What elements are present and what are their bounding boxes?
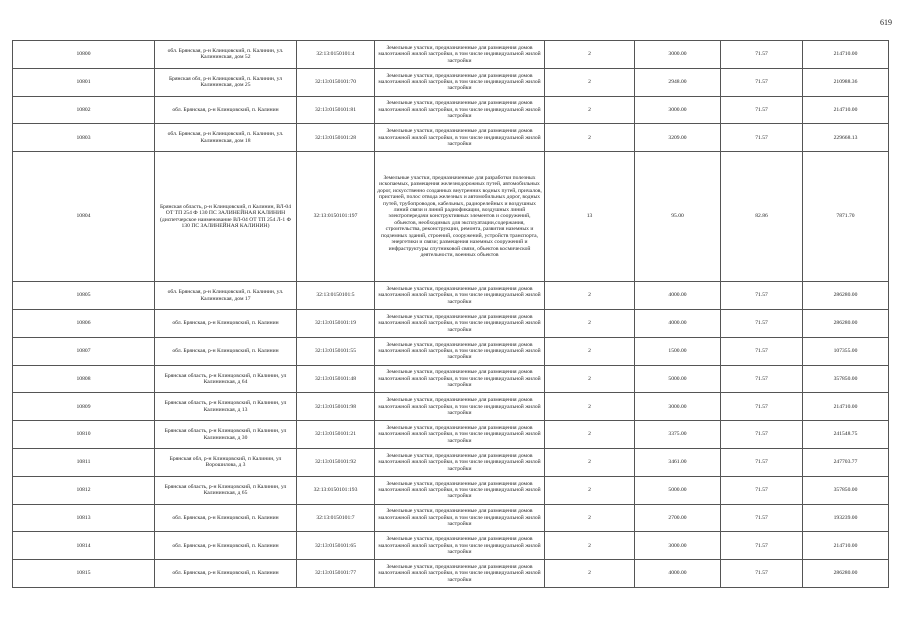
cadastral-number-cell: 32:13:0150101:5 <box>297 282 375 310</box>
area-cell: 3000.00 <box>635 393 721 421</box>
group-cell: 2 <box>545 282 635 310</box>
rate-cell: 71.57 <box>721 282 803 310</box>
record-number: 10805 <box>13 282 155 310</box>
cadastral-number-cell: 32:13:0150101:19 <box>297 309 375 337</box>
cadastral-number-cell: 32:13:0150101:65 <box>297 532 375 560</box>
address-cell: обл. Брянская, р-н Клинцовский, п. Калинин, ул. Калининская, дом 52 <box>155 41 297 69</box>
cadastral-value-cell: 210988.36 <box>803 68 889 96</box>
cadastral-value-cell: 214710.00 <box>803 96 889 124</box>
area-cell: 1500.00 <box>635 337 721 365</box>
land-use-cell: Земельные участки, предназначенные для размещения домов малоэтажной жилой застройки, в том числе индивидуальной жилой застройки <box>375 124 545 152</box>
address-cell: Брянская обл, р-н Клинцовский, п Калинин, ул Ворошилова, д 3 <box>155 448 297 476</box>
area-cell: 2948.00 <box>635 68 721 96</box>
table-row <box>13 96 889 124</box>
group-cell: 2 <box>545 68 635 96</box>
group-cell: 13 <box>545 152 635 282</box>
cadastral-value-cell: 107355.00 <box>803 337 889 365</box>
address-cell: обл. Брянская, р-н Клинцовский, п. Калинин <box>155 337 297 365</box>
land-use-cell: Земельные участки, предназначенные для размещения домов малоэтажной жилой застройки, в том числе индивидуальной жилой застройки <box>375 41 545 69</box>
cadastral-number-cell: 32:13:0150101:197 <box>297 152 375 282</box>
group-cell: 2 <box>545 337 635 365</box>
rate-cell: 71.57 <box>721 560 803 588</box>
land-use-cell: Земельные участки, предназначенные для размещения домов малоэтажной жилой застройки, в том числе индивидуальной жилой застройки <box>375 309 545 337</box>
address-cell: Брянская область, р-н Клинцовский, п Калинин, ул Калининская, д 64 <box>155 365 297 393</box>
cadastral-number-cell: 32:13:0150101:55 <box>297 337 375 365</box>
land-use-cell: Земельные участки, предназначенные для разработки полезных ископаемых, размещения железнодорожных путей, автомобильных дорог, искусственно созданных внутренних водных путей, причалов, пристаней, полос отвода железных и автомобильных дорог, водных путей, трубопроводов, кабельных, радиорелейных и воздушных линий связи и линий радиофикации, воздушных линий электропередачи конструктивных элементов и сооружений, объектов, необходимых для эксплуатации,содержания, строительства, реконструкции, ремонта, развития наземных и подземных зданий, строений, сооружений, устройств транспорта, энергетики и связи; размещения наземных сооружений и инфраструктуры спутниковой связи, объектов космической деятельности, военных объектов <box>375 152 545 282</box>
address-cell: Брянская обл, р-н Клинцовский, п. Калинин, ул Калининская, дом 25 <box>155 68 297 96</box>
record-number: 10813 <box>13 504 155 532</box>
record-number: 10801 <box>13 68 155 96</box>
cadastral-number-cell: 32:13:0150101:28 <box>297 124 375 152</box>
record-number: 10810 <box>13 421 155 449</box>
rate-cell: 71.57 <box>721 504 803 532</box>
cadastral-number-cell: 32:13:0150101:7 <box>297 504 375 532</box>
land-registry-table <box>12 40 889 588</box>
land-use-cell: Земельные участки, предназначенные для размещения домов малоэтажной жилой застройки, в том числе индивидуальной жилой застройки <box>375 282 545 310</box>
address-cell: Брянская область, р-н Клинцовский, п Калинин, ул Калининская, д 30 <box>155 421 297 449</box>
land-use-cell: Земельные участки, предназначенные для размещения домов малоэтажной жилой застройки, в том числе индивидуальной жилой застройки <box>375 337 545 365</box>
table-row <box>13 448 889 476</box>
area-cell: 3000.00 <box>635 532 721 560</box>
record-number: 10815 <box>13 560 155 588</box>
land-use-cell: Земельные участки, предназначенные для размещения домов малоэтажной жилой застройки, в том числе индивидуальной жилой застройки <box>375 365 545 393</box>
table-row <box>13 337 889 365</box>
area-cell: 3000.00 <box>635 96 721 124</box>
rate-cell: 71.57 <box>721 476 803 504</box>
address-cell: Брянская область, р-н Клинцовский, п Калинин, ВЛ-04 ОТ ТП 254 Ф 130 ПС ЗАЛИНЕЙНАЯ КАЛИНИН (диспетчерское наименование ВЛ-04 ОТ ТП 254 Л-1 Ф 130 ПС ЗАЛИНЕЙНАЯ КАЛИНИН) <box>155 152 297 282</box>
area-cell: 5000.00 <box>635 476 721 504</box>
area-cell: 2700.00 <box>635 504 721 532</box>
cadastral-value-cell: 7871.70 <box>803 152 889 282</box>
table-row <box>13 476 889 504</box>
record-number: 10807 <box>13 337 155 365</box>
land-use-cell: Земельные участки, предназначенные для размещения домов малоэтажной жилой застройки, в том числе индивидуальной жилой застройки <box>375 532 545 560</box>
group-cell: 2 <box>545 124 635 152</box>
area-cell: 3000.00 <box>635 41 721 69</box>
table-row <box>13 68 889 96</box>
cadastral-value-cell: 357850.00 <box>803 365 889 393</box>
group-cell: 2 <box>545 448 635 476</box>
area-cell: 3461.00 <box>635 448 721 476</box>
record-number: 10808 <box>13 365 155 393</box>
record-number: 10814 <box>13 532 155 560</box>
group-cell: 2 <box>545 309 635 337</box>
land-use-cell: Земельные участки, предназначенные для размещения домов малоэтажной жилой застройки, в том числе индивидуальной жилой застройки <box>375 560 545 588</box>
group-cell: 2 <box>545 476 635 504</box>
page-number: 619 <box>880 18 892 27</box>
land-use-cell: Земельные участки, предназначенные для размещения домов малоэтажной жилой застройки, в том числе индивидуальной жилой застройки <box>375 96 545 124</box>
group-cell: 2 <box>545 393 635 421</box>
area-cell: 3375.00 <box>635 421 721 449</box>
rate-cell: 71.57 <box>721 41 803 69</box>
area-cell: 4000.00 <box>635 309 721 337</box>
cadastral-value-cell: 357850.00 <box>803 476 889 504</box>
address-cell: обл. Брянская, р-н Клинцовский, п. Калинин <box>155 560 297 588</box>
cadastral-value-cell: 214710.00 <box>803 532 889 560</box>
rate-cell: 71.57 <box>721 532 803 560</box>
cadastral-value-cell: 214710.00 <box>803 393 889 421</box>
table-body <box>13 41 889 588</box>
area-cell: 3209.00 <box>635 124 721 152</box>
cadastral-value-cell: 286280.00 <box>803 282 889 310</box>
table-row <box>13 365 889 393</box>
group-cell: 2 <box>545 421 635 449</box>
land-use-cell: Земельные участки, предназначенные для размещения домов малоэтажной жилой застройки, в том числе индивидуальной жилой застройки <box>375 504 545 532</box>
address-cell: обл. Брянская, р-н Клинцовский, п. Калинин, ул. Калининская, дом 17 <box>155 282 297 310</box>
table-row <box>13 309 889 337</box>
group-cell: 2 <box>545 41 635 69</box>
group-cell: 2 <box>545 560 635 588</box>
group-cell: 2 <box>545 365 635 393</box>
cadastral-value-cell: 241548.75 <box>803 421 889 449</box>
address-cell: обл. Брянская, р-н Клинцовский, п. Калинин <box>155 504 297 532</box>
rate-cell: 71.57 <box>721 96 803 124</box>
cadastral-value-cell: 286280.00 <box>803 309 889 337</box>
cadastral-number-cell: 32:13:0150101:77 <box>297 560 375 588</box>
address-cell: обл. Брянская, р-н Клинцовский, п. Калинин <box>155 532 297 560</box>
table-row <box>13 421 889 449</box>
cadastral-number-cell: 32:13:0150101:81 <box>297 96 375 124</box>
cadastral-value-cell: 229668.13 <box>803 124 889 152</box>
table-row <box>13 282 889 310</box>
rate-cell: 71.57 <box>721 393 803 421</box>
rate-cell: 82.86 <box>721 152 803 282</box>
rate-cell: 71.57 <box>721 124 803 152</box>
cadastral-number-cell: 32:13:0150101:70 <box>297 68 375 96</box>
address-cell: обл. Брянская, р-н Клинцовский, п. Калинин, ул. Калининская, дом 18 <box>155 124 297 152</box>
rate-cell: 71.57 <box>721 421 803 449</box>
record-number: 10812 <box>13 476 155 504</box>
rate-cell: 71.57 <box>721 448 803 476</box>
cadastral-value-cell: 193239.00 <box>803 504 889 532</box>
cadastral-number-cell: 32:13:0150101:193 <box>297 476 375 504</box>
record-number: 10806 <box>13 309 155 337</box>
table-row <box>13 152 889 282</box>
rate-cell: 71.57 <box>721 337 803 365</box>
cadastral-value-cell: 286280.00 <box>803 560 889 588</box>
table-row <box>13 560 889 588</box>
area-cell: 95.00 <box>635 152 721 282</box>
land-use-cell: Земельные участки, предназначенные для размещения домов малоэтажной жилой застройки, в том числе индивидуальной жилой застройки <box>375 68 545 96</box>
rate-cell: 71.57 <box>721 309 803 337</box>
group-cell: 2 <box>545 504 635 532</box>
cadastral-value-cell: 247703.77 <box>803 448 889 476</box>
cadastral-number-cell: 32:13:0150101:48 <box>297 365 375 393</box>
record-number: 10802 <box>13 96 155 124</box>
cadastral-number-cell: 32:13:0150101:21 <box>297 421 375 449</box>
group-cell: 2 <box>545 96 635 124</box>
rate-cell: 71.57 <box>721 365 803 393</box>
address-cell: Брянская область, р-н Клинцовский, п Калинин, ул Калининская, д 65 <box>155 476 297 504</box>
table-row <box>13 532 889 560</box>
address-cell: Брянская область, р-н Клинцовский, п Калинин, ул Калининская, д 13 <box>155 393 297 421</box>
table-row <box>13 393 889 421</box>
table-row <box>13 41 889 69</box>
area-cell: 4000.00 <box>635 282 721 310</box>
record-number: 10803 <box>13 124 155 152</box>
rate-cell: 71.57 <box>721 68 803 96</box>
cadastral-number-cell: 32:13:0150101:98 <box>297 393 375 421</box>
land-use-cell: Земельные участки, предназначенные для размещения домов малоэтажной жилой застройки, в том числе индивидуальной жилой застройки <box>375 448 545 476</box>
area-cell: 4000.00 <box>635 560 721 588</box>
record-number: 10811 <box>13 448 155 476</box>
cadastral-number-cell: 32:13:0150101:92 <box>297 448 375 476</box>
land-use-cell: Земельные участки, предназначенные для размещения домов малоэтажной жилой застройки, в том числе индивидуальной жилой застройки <box>375 421 545 449</box>
land-use-cell: Земельные участки, предназначенные для размещения домов малоэтажной жилой застройки, в том числе индивидуальной жилой застройки <box>375 393 545 421</box>
record-number: 10809 <box>13 393 155 421</box>
table-row <box>13 124 889 152</box>
record-number: 10800 <box>13 41 155 69</box>
address-cell: обл. Брянская, р-н Клинцовский, п. Калинин <box>155 96 297 124</box>
cadastral-number-cell: 32:13:0150101:4 <box>297 41 375 69</box>
area-cell: 5000.00 <box>635 365 721 393</box>
land-use-cell: Земельные участки, предназначенные для размещения домов малоэтажной жилой застройки, в том числе индивидуальной жилой застройки <box>375 476 545 504</box>
table-row <box>13 504 889 532</box>
cadastral-value-cell: 214710.00 <box>803 41 889 69</box>
record-number: 10804 <box>13 152 155 282</box>
address-cell: обл. Брянская, р-н Клинцовский, п. Калинин <box>155 309 297 337</box>
group-cell: 2 <box>545 532 635 560</box>
